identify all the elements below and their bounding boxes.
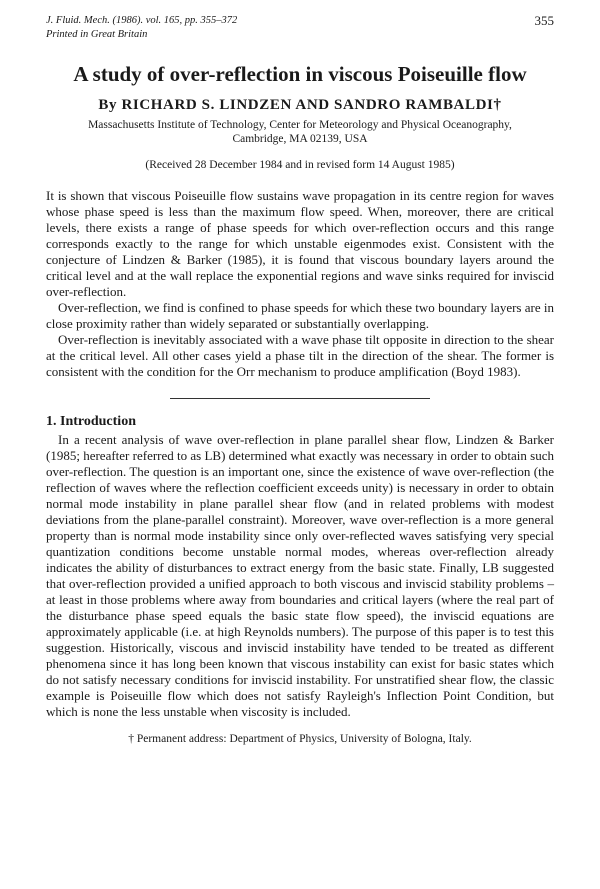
received-dates: (Received 28 December 1984 and in revised form 14 August 1985) (145, 159, 455, 171)
footnote: † Permanent address: Department of Physics, University of Bologna, Italy. (128, 733, 472, 745)
introduction-paragraph: In a recent analysis of wave over-reflection in plane parallel shear flow, Lindzen & Barker (1985; hereafter referred to as LB) determined what exactly was necessary in order to obtain such over-reflection. The question is an important one, since the existence of wave over-reflection (the reflection of waves where the reflection coefficient exceeds unity) is necessary in order to obtain normal mode instability in plane parallel shear flow (and in related problems with modest deviations from the plane-parallel constraint). Moreover, wave over-reflection is a more general property than is normal mode instability since only over-reflected waves satisfying very special quantization conditions become unstable normal modes, whereas over-reflection already indicates the ability of disturbances to extract energy from the basic state. Finally, LB suggested that over-reflection provided a unified approach to both viscous and inviscid stability problems – at least in those problems where away from boundaries and critical layers (where the real part of the disturbance phase speed equals the basic state flow speed), the inviscid equations are approximately applicable (i.e. at high Reynolds numbers). The purpose of this paper is to test this suggestion. Historically, viscous and inviscid instability have tended to be treated as different phenomena since it has long been known that viscous instability can exist for basic states which do not satisfy necessary conditions for inviscid instability. For unstratified shear flow, the classic example is Poiseuille flow which does not satisfy Rayleigh's Inflection Point Condition, but which is none the less unstable when viscosity is included. (46, 432, 554, 719)
introduction-body (46, 432, 554, 720)
abstract (46, 188, 554, 380)
author-line: By RICHARD S. LINDZEN AND SANDRO RAMBALDI† (98, 97, 502, 113)
journal-citation: J. Fluid. Mech. (1986). vol. 165, pp. 355–372 (46, 15, 238, 26)
printed-in-line: Printed in Great Britain (46, 29, 148, 40)
article-title: A study of over-reflection in viscous Poiseuille flow (73, 62, 527, 86)
abstract-paragraph: It is shown that viscous Poiseuille flow sustains wave propagation in its centre region for waves whose phase speed is less than the maximum flow speed. When, moreover, there are critical levels, there exists a range of phase speeds for which over-reflection occurs and this range corresponds exactly to the range for which unstable eigenmodes exist. Consistent with the conjecture of Lindzen & Barker (1985), it is found that viscous boundary layers around the critical level and at the wall replace the exponential regions and wave sinks required for inviscid over-reflection. (46, 188, 554, 299)
abstract-paragraph: Over-reflection, we find is confined to phase speeds for which these two boundary layers are in close proximity rather than widely separated or substantially overlapping. (46, 300, 554, 331)
running-head (46, 14, 554, 48)
abstract-paragraph: Over-reflection is inevitably associated with a wave phase tilt opposite in direction to the shear at the critical level. All other cases yield a phase tilt in the direction of the shear. The former is consistent with the condition for the Orr mechanism to produce amplification (Boyd 1983). (46, 332, 554, 379)
author-affiliation: Massachusetts Institute of Technology, Center for Meteorology and Physical Oceanography, Cambridge, MA 02139, USA (88, 119, 512, 145)
section-heading-introduction: 1. Introduction (46, 414, 136, 429)
page-number: 355 (534, 13, 554, 28)
section-divider (170, 398, 430, 399)
